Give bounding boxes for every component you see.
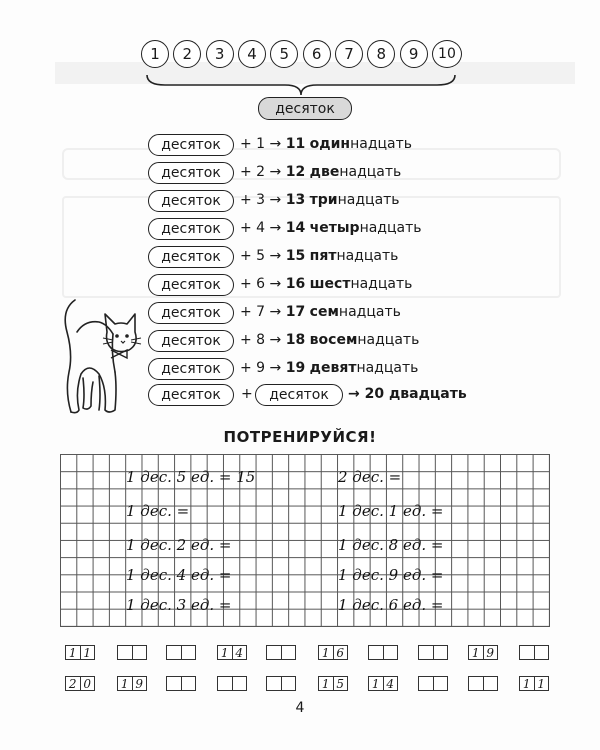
- equation-pill: [148, 330, 234, 352]
- digit-cell[interactable]: [484, 677, 498, 690]
- digit-cell[interactable]: [182, 646, 196, 659]
- digit-box-pair[interactable]: [217, 676, 247, 691]
- word-suffix: надцать: [338, 304, 401, 320]
- digit-cell[interactable]: 5: [336, 676, 345, 691]
- digit-box-pair[interactable]: [266, 645, 296, 660]
- equation-row: [240, 360, 418, 376]
- digit-cell[interactable]: 1: [66, 646, 81, 659]
- digit-box-pair[interactable]: [368, 676, 398, 691]
- word-suffix: надцать: [350, 276, 413, 292]
- word-suffix: надцать: [336, 248, 399, 264]
- cat-illustration: [55, 292, 145, 422]
- equation-pill: [148, 218, 234, 240]
- digit-cell[interactable]: 1: [218, 646, 233, 659]
- number-circle: 2: [173, 40, 201, 68]
- digit-box-pair[interactable]: [468, 645, 498, 660]
- digit-cell[interactable]: [469, 677, 484, 690]
- equation-row: [240, 192, 400, 208]
- equation-operator: + 5 →: [240, 248, 282, 264]
- equation-operator: + 2 →: [240, 164, 282, 180]
- digit-cell[interactable]: [167, 646, 182, 659]
- number-circle: 1: [141, 40, 169, 68]
- digit-box-pair[interactable]: [519, 645, 549, 660]
- word-suffix: надцать: [359, 220, 422, 236]
- digit-cell[interactable]: 9: [486, 645, 495, 660]
- equation-row: [240, 136, 412, 152]
- equation-result: 11: [285, 136, 306, 152]
- equation-pill: [148, 134, 234, 156]
- equation-result: 18: [285, 332, 306, 348]
- digit-box-pair[interactable]: [65, 676, 95, 691]
- digit-box-pair[interactable]: [318, 645, 348, 660]
- word-suffix: надцать: [337, 192, 400, 208]
- equation-pill: [148, 246, 234, 268]
- word-suffix: надцать: [357, 332, 420, 348]
- grid-entry-right[interactable]: 1 дес. 9 ед. =: [338, 566, 444, 584]
- digit-box-pair[interactable]: [65, 645, 95, 660]
- equation-operator: + 6 →: [240, 276, 282, 292]
- digit-cell[interactable]: 0: [83, 676, 92, 691]
- equation-row: [240, 220, 422, 236]
- digit-box-pair[interactable]: [468, 676, 498, 691]
- ten-label-pill: [258, 97, 352, 120]
- equation-pill: [255, 384, 343, 406]
- digit-cell[interactable]: [369, 646, 384, 659]
- digit-box-pair[interactable]: [166, 676, 196, 691]
- grid-entry-left[interactable]: 1 дес. 3 ед. =: [126, 596, 232, 614]
- digit-cell[interactable]: [384, 646, 398, 659]
- digit-cell[interactable]: [233, 677, 247, 690]
- page-number: 4: [295, 700, 305, 716]
- grid-entry-left[interactable]: 1 дес. =: [126, 502, 190, 520]
- equation-operator: + 3 →: [240, 192, 282, 208]
- digit-box-pair[interactable]: [418, 645, 448, 660]
- grid-entry-right[interactable]: 1 дес. 8 ед. =: [338, 536, 444, 554]
- grid-entry-right[interactable]: 1 дес. 6 ед. =: [338, 596, 444, 614]
- equation-pill: [148, 162, 234, 184]
- number-circle: 9: [400, 40, 428, 68]
- equation-operator: + 8 →: [240, 332, 282, 348]
- word-suffix: надцать: [339, 164, 402, 180]
- word-bold-part: девят: [309, 360, 357, 376]
- digit-box-pair[interactable]: [418, 676, 448, 691]
- equation-pill: [148, 384, 234, 406]
- word-bold-part: пят: [309, 248, 337, 264]
- grid-entry-left[interactable]: 1 дес. 2 ед. =: [126, 536, 232, 554]
- word-bold-part: сем: [309, 304, 339, 320]
- number-circle: 8: [367, 40, 395, 68]
- digit-cell[interactable]: 2: [66, 677, 81, 690]
- pill-label: десяток: [269, 387, 329, 403]
- pill-label: десяток: [161, 277, 221, 293]
- equation-result: 13: [285, 192, 306, 208]
- digit-cell[interactable]: [167, 677, 182, 690]
- result-word: двадцать: [388, 386, 467, 402]
- digit-cell[interactable]: 1: [520, 677, 535, 690]
- word-suffix: надцать: [350, 136, 413, 152]
- result-number: → 20: [348, 386, 385, 402]
- equation-pill: [148, 358, 234, 380]
- equation-result: 17: [285, 304, 306, 320]
- equation-result: [348, 386, 467, 402]
- digit-cell[interactable]: [282, 677, 296, 690]
- digit-cell[interactable]: 9: [135, 676, 144, 691]
- plus-sign: +: [241, 386, 253, 402]
- digit-box-pair[interactable]: [266, 676, 296, 691]
- equation-pill: [148, 302, 234, 324]
- equation-result: 15: [285, 248, 306, 264]
- equation-result: 14: [285, 220, 306, 236]
- grid-entry-left[interactable]: 1 дес. 5 ед. = 15: [126, 468, 256, 486]
- number-circle: 7: [335, 40, 363, 68]
- word-bold-part: три: [309, 192, 338, 208]
- equation-operator: + 1 →: [240, 136, 282, 152]
- word-bold-part: шест: [309, 276, 351, 292]
- equation-row: [240, 164, 401, 180]
- digit-cell[interactable]: [133, 646, 147, 659]
- pill-label: десяток: [161, 193, 221, 209]
- pill-label: десяток: [161, 361, 221, 377]
- number-circle: 10: [432, 40, 462, 68]
- word-bold-part: четыр: [309, 220, 360, 236]
- digit-cell[interactable]: [182, 677, 196, 690]
- equation-row: [240, 248, 398, 264]
- equation-row: [240, 332, 419, 348]
- digit-cell[interactable]: 6: [336, 645, 345, 660]
- equation-pill: [148, 190, 234, 212]
- digit-cell[interactable]: 1: [469, 646, 484, 659]
- equation-row: [240, 304, 401, 320]
- pill-label: десяток: [161, 165, 221, 181]
- equation-operator: + 4 →: [240, 220, 282, 236]
- digit-cell[interactable]: [520, 646, 535, 659]
- equation-result: 12: [285, 164, 306, 180]
- pill-label: десяток: [161, 249, 221, 265]
- digit-cell[interactable]: 1: [369, 677, 384, 690]
- equation-operator: + 9 →: [240, 360, 282, 376]
- pill-label: десяток: [161, 137, 221, 153]
- digit-cell[interactable]: 4: [386, 676, 395, 691]
- digit-cell[interactable]: 4: [235, 645, 244, 660]
- digit-cell[interactable]: [218, 677, 233, 690]
- ten-label: десяток: [275, 100, 335, 117]
- word-bold-part: один: [309, 136, 351, 152]
- digit-cell[interactable]: [267, 646, 282, 659]
- word-bold-part: восем: [309, 332, 358, 348]
- equation-operator: + 7 →: [240, 304, 282, 320]
- digit-box-pair[interactable]: [117, 676, 147, 691]
- digit-cell[interactable]: 1: [537, 676, 546, 691]
- curly-brace: [145, 73, 457, 97]
- number-circles: [141, 37, 462, 71]
- number-circle: 3: [206, 40, 234, 68]
- digit-cell[interactable]: 1: [118, 677, 133, 690]
- digit-cell[interactable]: [535, 646, 549, 659]
- digit-cell[interactable]: 1: [319, 677, 334, 690]
- digit-cell[interactable]: [434, 646, 448, 659]
- grid-entry-left[interactable]: 1 дес. 4 ед. =: [126, 566, 232, 584]
- digit-cell[interactable]: [434, 677, 448, 690]
- digit-cell[interactable]: [282, 646, 296, 659]
- digit-cell[interactable]: [118, 646, 133, 659]
- pill-label: десяток: [161, 333, 221, 349]
- digit-cell[interactable]: [419, 646, 434, 659]
- digit-cell[interactable]: 1: [83, 645, 92, 660]
- pill-label: десяток: [161, 221, 221, 237]
- digit-box-pair[interactable]: [166, 645, 196, 660]
- number-circle: 4: [238, 40, 266, 68]
- word-bold-part: две: [309, 164, 340, 180]
- equation-result: 16: [285, 276, 306, 292]
- pill-label: десяток: [161, 305, 221, 321]
- digit-box-pair[interactable]: [117, 645, 147, 660]
- equation-result: 19: [285, 360, 306, 376]
- practice-heading: ПОТРЕНИРУЙСЯ!: [223, 428, 377, 446]
- pill-label: десяток: [161, 387, 221, 403]
- digit-box-pair[interactable]: [519, 676, 549, 691]
- digit-box-pair[interactable]: [318, 676, 348, 691]
- word-suffix: надцать: [356, 360, 419, 376]
- number-circle: 6: [303, 40, 331, 68]
- grid-entry-right[interactable]: 1 дес. 1 ед. =: [338, 502, 444, 520]
- equation-row: [240, 276, 412, 292]
- digit-cell[interactable]: 1: [319, 646, 334, 659]
- number-circle: 5: [270, 40, 298, 68]
- digit-box-pair[interactable]: [217, 645, 247, 660]
- digit-cell[interactable]: [267, 677, 282, 690]
- equation-pill: [148, 274, 234, 296]
- digit-cell[interactable]: [419, 677, 434, 690]
- grid-entry-right[interactable]: 2 дес. =: [338, 468, 402, 486]
- digit-box-pair[interactable]: [368, 645, 398, 660]
